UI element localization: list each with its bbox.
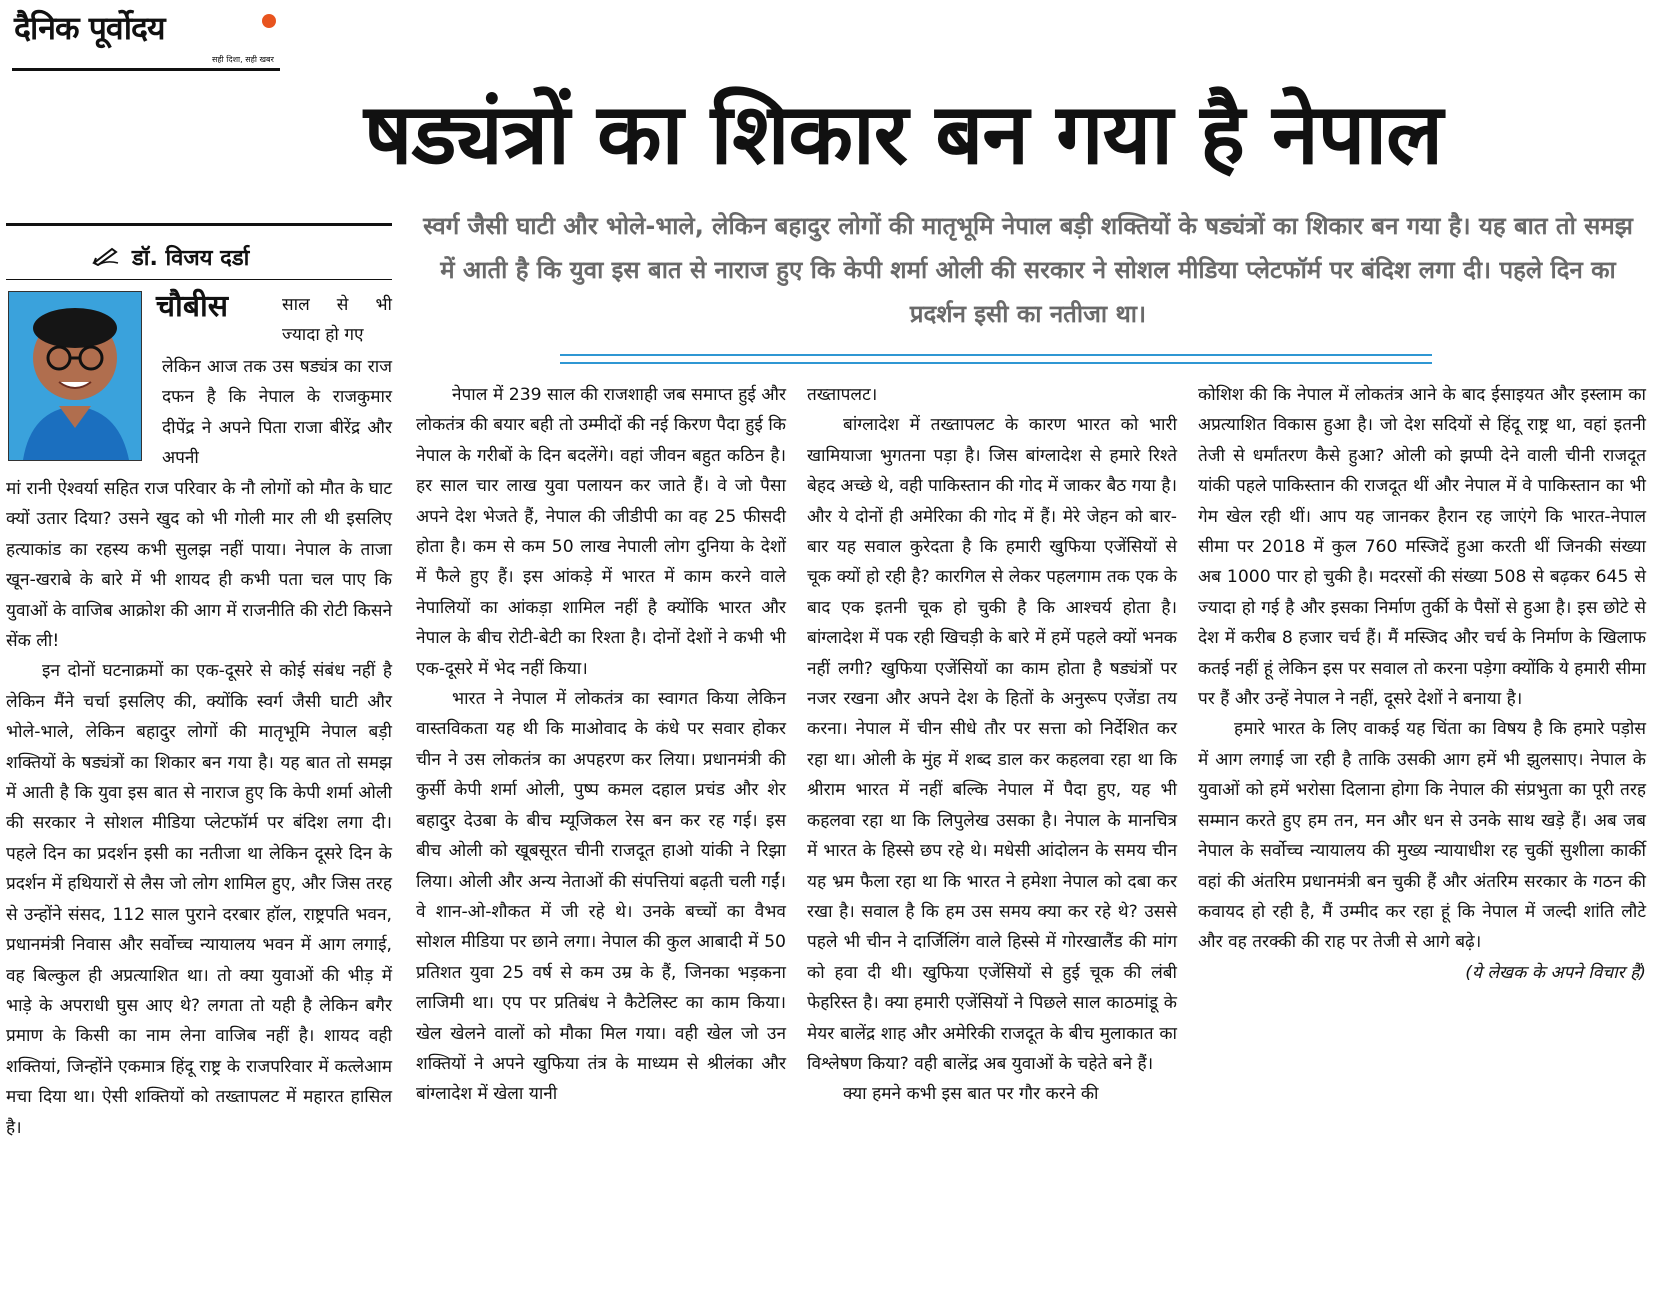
author-photo — [8, 291, 142, 461]
intro-beside-photo — [162, 352, 392, 474]
deck-rule-bottom — [560, 362, 1432, 364]
masthead — [12, 6, 280, 72]
author-portrait-image — [9, 292, 141, 460]
masthead-rule — [12, 68, 280, 71]
author-opinion-note: (ये लेखक के अपने विचार हैं) — [1465, 962, 1646, 983]
col1-paragraph-2: इन दोनों घटनाक्रमों का एक-दूसरे से कोई संबंध नहीं है लेकिन मैंने चर्चा इसलिए की, क्योंकि स्वर्ग जैसी घाटी और भोले-भाले, लेकिन बहादुर लोगों की मातृभूमि नेपाल बड़ी शक्तियों के षड्यंत्रों का शिकार बन गया है। यह बात तो समझ में आती है कि युवा इस बात से नाराज हुए कि केपी शर्मा ओली की सरकार ने सोशल मीडिया प्लेटफॉर्म पर बंदिश लगा दी। पहले दिन का प्रदर्शन इसी का नतीजा था लेकिन दूसरे दिन के प्रदर्शन में हथियारों से लैस जो लोग शामिल हुए, और जिस तरह से उन्होंने संसद, 112 साल पुराने दरबार हॉल, राष्ट्रपति भवन, प्रधानमंत्री निवास और सर्वोच्च न्यायालय भवन में आग लगाई, वह बिल्कुल ही अप्रत्याशित था। तो क्या युवाओं की भीड़ में भाड़े के अपराधी घुस आए थे? लगता तो यही है लेकिन बगैर प्रमाण के किसी का नाम लेना वाजिब नहीं है। शायद वही शक्तियां, जिन्होंने एकमात्र हिंदू राष्ट्र के राजपरिवार में कत्लेआम मचा दिया था। ऐसी शक्तियों को तख्तापलट में महारत हासिल है। — [6, 661, 392, 1138]
col3-paragraph-3: क्या हमने कभी इस बात पर गौर करने की — [843, 1084, 1099, 1105]
col3-paragraph-2: बांग्लादेश में तख्तापलट के कारण भारत को भारी खामियाजा भुगतना पड़ा है। जिस बांग्लादेश से हमारे रिश्ते बेहद अच्छे थे, वही पाकिस्तान की गोद में जाकर बैठ गया है। और ये दोनों ही अमेरिका की गोद में हैं। मेरे जेहन को बार-बार यह सवाल कुरेदता है कि हमारी खुफिया एजेंसियों से चूक क्यों हो रही है? कारगिल से लेकर पहलगाम तक एक के बाद एक इतनी चूक हो चुकी है कि आश्चर्य होता है। बांग्लादेश में पक रही खिचड़ी के बारे में हमें पहले क्यों भनक नहीं लगी? खुफिया एजेंसियों का काम होता है षड्यंत्रों पर नजर रखना और अपने देश के हितों के अनुरूप एजेंडा तय करना। नेपाल में चीन सीधे तौर पर सत्ता को निर्देशित कर रहा था। ओली के मुंह में शब्द डाल कर कहलवा रहा था कि श्रीराम भारत में नहीं बल्कि नेपाल में पैदा हुए, यह भी कहलवा रहा था कि लिपुलेख उसका है। नेपाल के मानचित्र में भारत के हिस्से छप रहे थे। मधेसी आंदोलन के समय चीन यह भ्रम फैला रहा था कि भारत ने हमेशा नेपाल को दबा कर रखा है। सवाल है कि हम उस समय क्या कर रहे थे? उससे पहले भी चीन ने दार्जिलिंग वाले हिस्से में गोरखालैंड की मांग को हवा दी थी। खुफिया एजेंसियों से हुई चूक की लंबी फेहरिस्त है। क्या हमारी एजेंसियों ने पिछले साल काठमांडू के मेयर बालेंद्र शाह और अमेरिकी राजदूत के बीच मुलाकात का विश्लेषण किया? वही बालेंद्र अब युवाओं के चहेते बने हैं। — [807, 415, 1177, 1074]
pen-icon — [92, 246, 120, 266]
headline: षड्यंत्रों का शिकार बन गया है नेपाल — [363, 85, 1443, 183]
byline-rule-bottom — [6, 279, 392, 280]
col4-paragraph-2: हमारे भारत के लिए वाकई यह चिंता का विषय है कि हमारे पड़ोस में आग लगाई जा रही है ताकि उसकी आग हमें भी झुलसाए। नेपाल के युवाओं को हमें भरोसा दिलाना होगा कि नेपाल की संप्रभुता का पूरी तरह सम्मान करते हुए हम तन, मन और धन से उनके साथ खड़े हैं। अब जब नेपाल के सर्वोच्च न्यायालय की मुख्य न्यायाधीश रह चुकीं सुशीला कार्की वहां की अंतरिम प्रधानमंत्री बन चुकी हैं और अंतरिम सरकार के गठन की कवायद हो रही है, मैं उम्मीद कर रहा हूं कि नेपाल में जल्दी शांति लौटे और वह तरक्की की राह पर तेजी से आगे बढ़े। — [1198, 719, 1646, 953]
article-deck: स्वर्ग जैसी घाटी और भोले-भाले, लेकिन बहादुर लोगों की मातृभूमि नेपाल बड़ी शक्तियों के षड्यंत्रों का शिकार बन गया है। यह बात तो समझ में आती है कि युवा इस बात से नाराज हुए कि केपी शर्मा ओली की सरकार ने सोशल मीडिया प्लेटफॉर्म पर बंदिश लगा दी। पहले दिन का प्रदर्शन इसी का नतीजा था। — [423, 212, 1633, 328]
column-3 — [807, 380, 1177, 1110]
deck-rule-top — [560, 354, 1432, 356]
col4-paragraph-1: कोशिश की कि नेपाल में लोकतंत्र आने के बाद ईसाइयत और इस्लाम का अप्रत्याशित विकास हुआ है। जो देश सदियों से हिंदू राष्ट्र था, वहां इतनी तेजी से धर्मांतरण कैसे हुआ? ओली को झप्पी देने वाली चीनी राजदूत यांकी पहले पाकिस्तान की राजदूत थीं और नेपाल में वे पाकिस्तान का भी गेम खेल रही थीं। आप यह जानकर हैरान रह जाएंगे कि भारत-नेपाल सीमा पर 2018 में कुल 760 मस्जिदें हुआ करती थीं जिनकी संख्या अब 1000 पार हो चुकी है। मदरसों की संख्या 508 से बढ़कर 645 से ज्यादा हो गई है और इसका निर्माण तुर्की के पैसों से हुआ है। इस छोटे से देश में करीब 8 हजार चर्च हैं। मैं मस्जिद और चर्च के निर्माण के खिलाफ कतई नहीं हूं लेकिन इस पर सवाल तो करना पड़ेगा क्योंकि ये हमारी सीमा पर हैं और उन्हें नेपाल ने नहीं, दूसरे देशों ने बनाया है। — [1198, 385, 1646, 710]
column-4 — [1198, 380, 1646, 988]
col2-paragraph-1: नेपाल में 239 साल की राजशाही जब समाप्त हुई और लोकतंत्र की बयार बही तो उम्मीदों की नई किरण पैदा हुई कि नेपाल के गरीबों के दिन बदलेंगे। वहां जीवन बहुत कठिन है। हर साल चार लाख युवा पलायन कर जाते हैं। वे जो पैसा अपने देश भेजते हैं, नेपाल की जीडीपी का वह 25 फीसदी होता है। कम से कम 50 लाख नेपाली लोग दुनिया के देशों में फैले हुए हैं। इस आंकड़े में भारत में काम करने वाले नेपालियों का आंकड़ा शामिल नहीं है क्योंकि भारत और नेपाल के बीच रोटी-बेटी का रिश्ता है। दोनों देशों ने कभी भी एक-दूसरे में भेद नहीं किया। — [416, 385, 786, 679]
intro-beside-drop: साल से भी ज्यादा हो गए — [282, 295, 392, 346]
newspaper-logo: दैनिक पूर्वोदय — [14, 9, 165, 47]
author-byline: डॉ. विजय दर्डा — [132, 246, 250, 271]
logo-tagline: सही दिशा, सही खबर — [212, 55, 274, 64]
intro-beside-photo-text: लेकिन आज तक उस षड्यंत्र का राज दफन है कि नेपाल के राजकुमार दीपेंद्र ने अपने पिता राजा बीरेंद्र और अपनी — [162, 357, 392, 469]
col2-paragraph-2: भारत ने नेपाल में लोकतंत्र का स्वागत किया लेकिन वास्तविकता यह थी कि माओवाद के कंधे पर सवार होकर चीन ने उस लोकतंत्र का अपहरण कर लिया। प्रधानमंत्री की कुर्सी केपी शर्मा ओली, पुष्प कमल दहाल प्रचंड और शेर बहादुर देउबा के बीच म्यूजिकल रेस बन कर रह गई। इस बीच ओली को खूबसूरत चीनी राजदूत हाओ यांकी ने रिझा लिया। ओली और अन्य नेताओं की संपत्तियां बढ़ती चली गईं। वे शान-ओ-शौकत में जी रहे थे। उनके बच्चों का वैभव सोशल मीडिया पर छाने लगा। नेपाल की कुल आबादी में 50 प्रतिशत युवा 25 वर्ष से कम उम्र के हैं, जिनका भड़कना लाजिमी था। एप पर प्रतिबंध ने कैटेलिस्ट का काम किया। खेल खेलने वालों को मौका मिल गया। वही खेल जो उन शक्तियों ने अपने खुफिया तंत्र के माध्यम से श्रीलंका और बांग्लादेश में खेला यानी — [416, 689, 786, 1105]
col3-paragraph-1: तख्तापलट। — [807, 385, 878, 405]
column-1 — [6, 474, 392, 1143]
byline-rule-top — [6, 223, 392, 226]
col1-paragraph-1: मां रानी ऐश्वर्या सहित राज परिवार के नौ लोगों को मौत के घाट क्यों उतार दिया? उसने खुद को भी गोली मार ली थी इसलिए हत्याकांड का रहस्य कभी सुलझ नहीं पाया। नेपाल के ताजा खून-खराबे के बारे में भी शायद ही कभी पता चल पाए कि युवाओं के वाजिब आक्रोश की आग में राजनीति की रोटी किसने सेंक ली! — [6, 479, 393, 652]
drop-word: चौबीस — [156, 289, 228, 324]
column-2 — [416, 380, 786, 1110]
logo-sun-icon — [262, 14, 276, 28]
